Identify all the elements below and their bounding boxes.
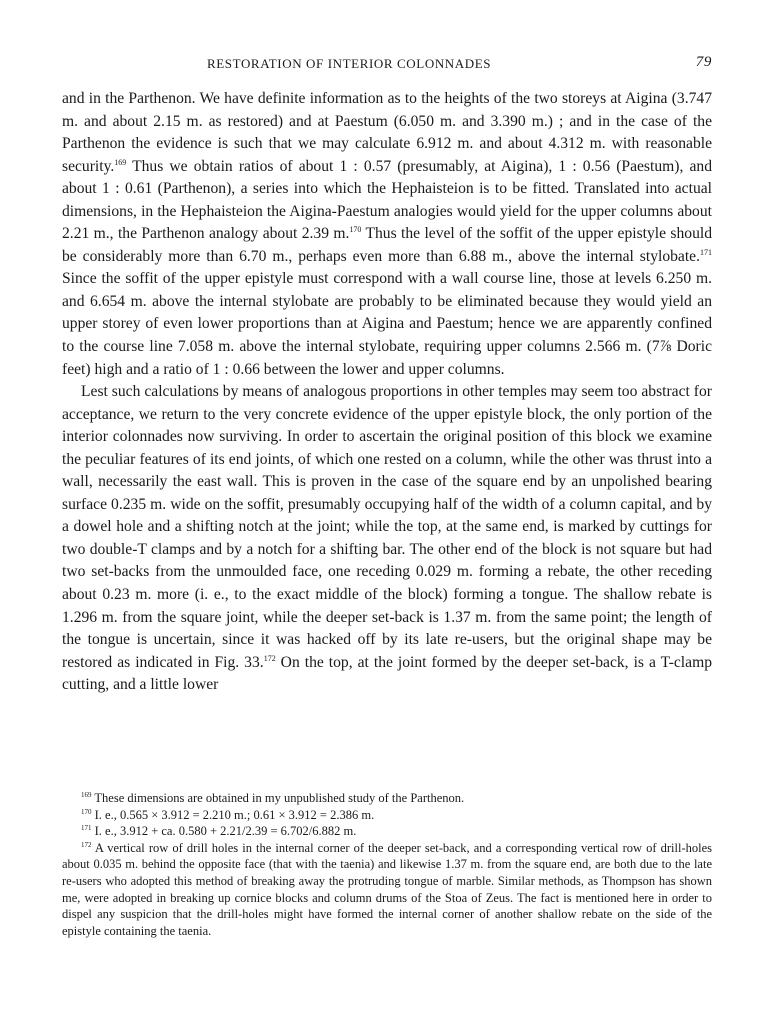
paragraph-2-text-b: On the top, at the joint formed by the deeper set-back, is a T-clamp cutting, and a little lower: [62, 653, 712, 694]
footnote-169: [62, 790, 712, 807]
footnote-ref-170: 170: [349, 225, 362, 235]
footnote-number: 172: [81, 840, 92, 849]
paragraph-1: [62, 88, 712, 381]
footnote-ref-172: 172: [263, 653, 276, 663]
footnote-170: [62, 807, 712, 824]
page-header: [62, 54, 712, 74]
running-title: RESTORATION OF INTERIOR COLONNADES: [207, 56, 492, 71]
paragraph-2: [62, 381, 712, 697]
page-number: 79: [695, 54, 712, 70]
paragraph-1-text-a: and in the Parthenon. We have definite information as to the heights of the two storeys at Aigina (3.747 m. and about 2.15 m. as restored) and at Paestum (6.050 m. and 3.390 m.) ; and in the case of the Parthenon the evidence is such that we may calculate 6.912 m. and about 4.312 m. with reasonable security.: [62, 90, 712, 175]
footnote-ref-169: 169: [114, 157, 127, 167]
footnote-number: 171: [81, 824, 92, 833]
footnote-text: I. e., 0.565 × 3.912 = 2.210 m.; 0.61 × 3.912 = 2.386 m.: [91, 807, 375, 822]
footnote-172: [62, 840, 712, 940]
paragraph-1-text-b: Thus we obtain ratios of about 1 : 0.57 (presumably, at Aigina), 1 : 0.56 (Paestum), and about 1 : 0.61 (Parthenon), a series into which the Hephaisteion is to be fitted. Translated into actual dimensions, in the Hephaisteion the Aigina-Paestum analogies would yield for the upper columns about 2.21 m., the Parthenon analogy about 2.39 m.: [62, 157, 712, 243]
footnote-text: These dimensions are obtained in my unpublished study of the Parthenon.: [91, 791, 465, 805]
body-text: [62, 88, 712, 697]
footnote-ref-171: 171: [700, 247, 712, 257]
paragraph-2-text-a: Lest such calculations by means of analogous proportions in other temples may seem too abstract for acceptance, we return to the very concrete evidence of the upper epistyle block, the only portion of the interior colonnades now surviving. In order to ascertain the original position of this block we examine the peculiar features of its end joints, of which one rested on a column, while the other was thrust into a wall, necessarily the east wall. This is proven in the case of the square end by an unpolished bearing surface 0.235 m. wide on the soffit, presumably occupying half of the width of a column capital, and by a dowel hole and a shifting notch at the joint; while the top, at the same end, is marked by cuttings for two double-T clamps and by a notch for a shifting bar. The other end of the block is not square but had two set-backs from the unmoulded face, one receding 0.029 m. forming a rebate, the other receding about 0.23 m. more (i. e., to the exact middle of the block) forming a tongue. The shallow rebate is 1.296 m. from the square joint, while the deeper set-back is 1.37 m. from the same point; the length of the tongue is uncertain, since it was hacked off by its late re-users, but the original shape may be restored as indicated in Fig. 33.: [62, 383, 712, 671]
footnote-number: 169: [81, 791, 92, 799]
footnote-number: 170: [81, 807, 92, 816]
footnote-text: I. e., 3.912 + ca. 0.580 + 2.21/2.39 = 6.702/6.882 m.: [91, 824, 357, 839]
paragraph-1-text-c: Thus the level of the soffit of the upper epistyle should be considerably more than 6.70 m., perhaps even more than 6.88 m., above the internal stylobate.: [62, 225, 712, 265]
footnote-text: A vertical row of drill holes in the internal corner of the deeper set-back, and a corresponding vertical row of drill-holes about 0.035 m. behind the opposite face (that with the taenia) and likewise 1.37 m. from the square end, are both due to the late re-users who adopted this method of breaking away the protruding tongue of marble. Similar methods, as Thompson has shown me, were adopted in breaking up cornice blocks and column drums of the Stoa of Zeus. The fact is mentioned here in order to dispel any suspicion that the drill-holes might have formed the internal corner of another shallow rebate on the side of the epistyle containing the taenia.: [62, 840, 712, 938]
paragraph-1-text-d: Since the soffit of the upper epistyle must correspond with a wall course line, those at levels 6.250 m. and 6.654 m. above the internal stylobate are probably to be eliminated because they would yield an upper storey of even lower proportions than at Aigina and Paestum; hence we are apparently confined to the course line 7.058 m. above the internal stylobate, requiring upper columns 2.566 m. (7⅞ Doric feet) high and a ratio of 1 : 0.66 between the lower and upper columns.: [62, 270, 712, 378]
footnote-171: [62, 823, 712, 840]
footnotes: [62, 790, 712, 939]
